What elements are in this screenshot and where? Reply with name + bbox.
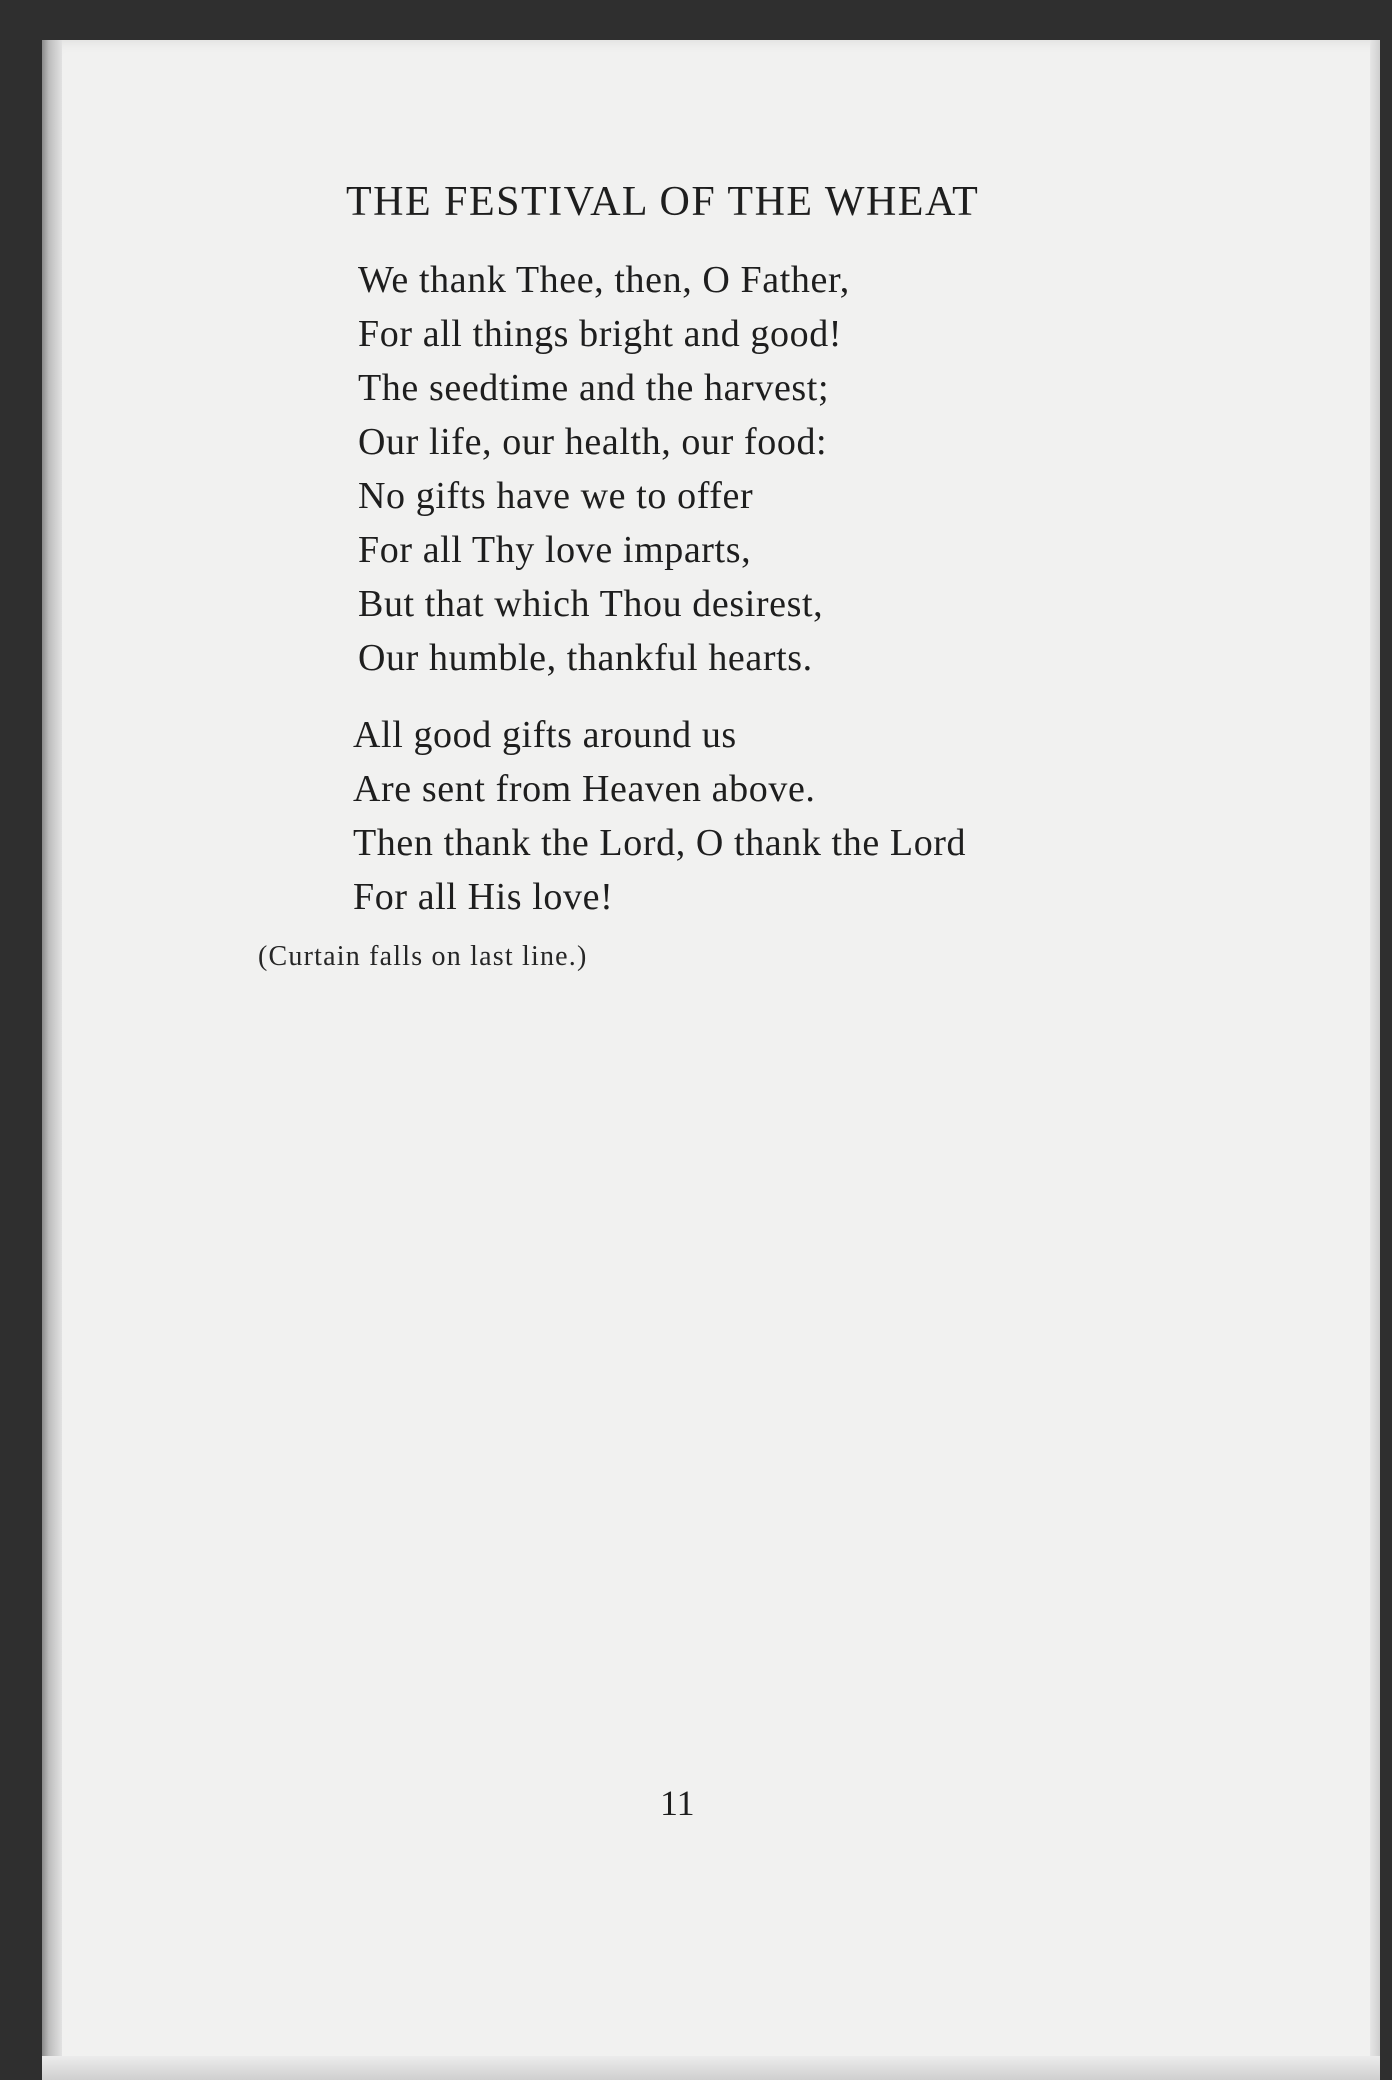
verse-line: But that which Thou desirest,	[358, 583, 824, 625]
verse-line: Our humble, thankful hearts.	[358, 637, 813, 679]
verse-line: All good gifts around us	[353, 714, 737, 756]
verse-line: Then thank the Lord, O thank the Lord	[353, 822, 967, 864]
book-spine-shadow	[42, 40, 62, 2080]
verse-line: For all things bright and good!	[358, 313, 843, 355]
page-heading: THE FESTIVAL OF THE WHEAT	[346, 179, 980, 225]
page-right-edge	[1370, 40, 1380, 2080]
verse-line: We thank Thee, then, O Father,	[358, 259, 850, 301]
page-number: 11	[660, 1783, 695, 1823]
verse-line: For all His love!	[353, 876, 614, 918]
stanza-1	[358, 253, 850, 685]
verse-line: Are sent from Heaven above.	[353, 768, 816, 810]
verse-line: The seedtime and the harvest;	[358, 367, 830, 409]
stanza-2	[353, 708, 966, 924]
stage-direction: (Curtain falls on last line.)	[258, 941, 588, 972]
page-bottom-edge	[42, 2056, 1380, 2080]
verse-line: For all Thy love imparts,	[358, 529, 752, 571]
verse-line: No gifts have we to offer	[358, 475, 754, 517]
verse-line: Our life, our health, our food:	[358, 421, 828, 463]
